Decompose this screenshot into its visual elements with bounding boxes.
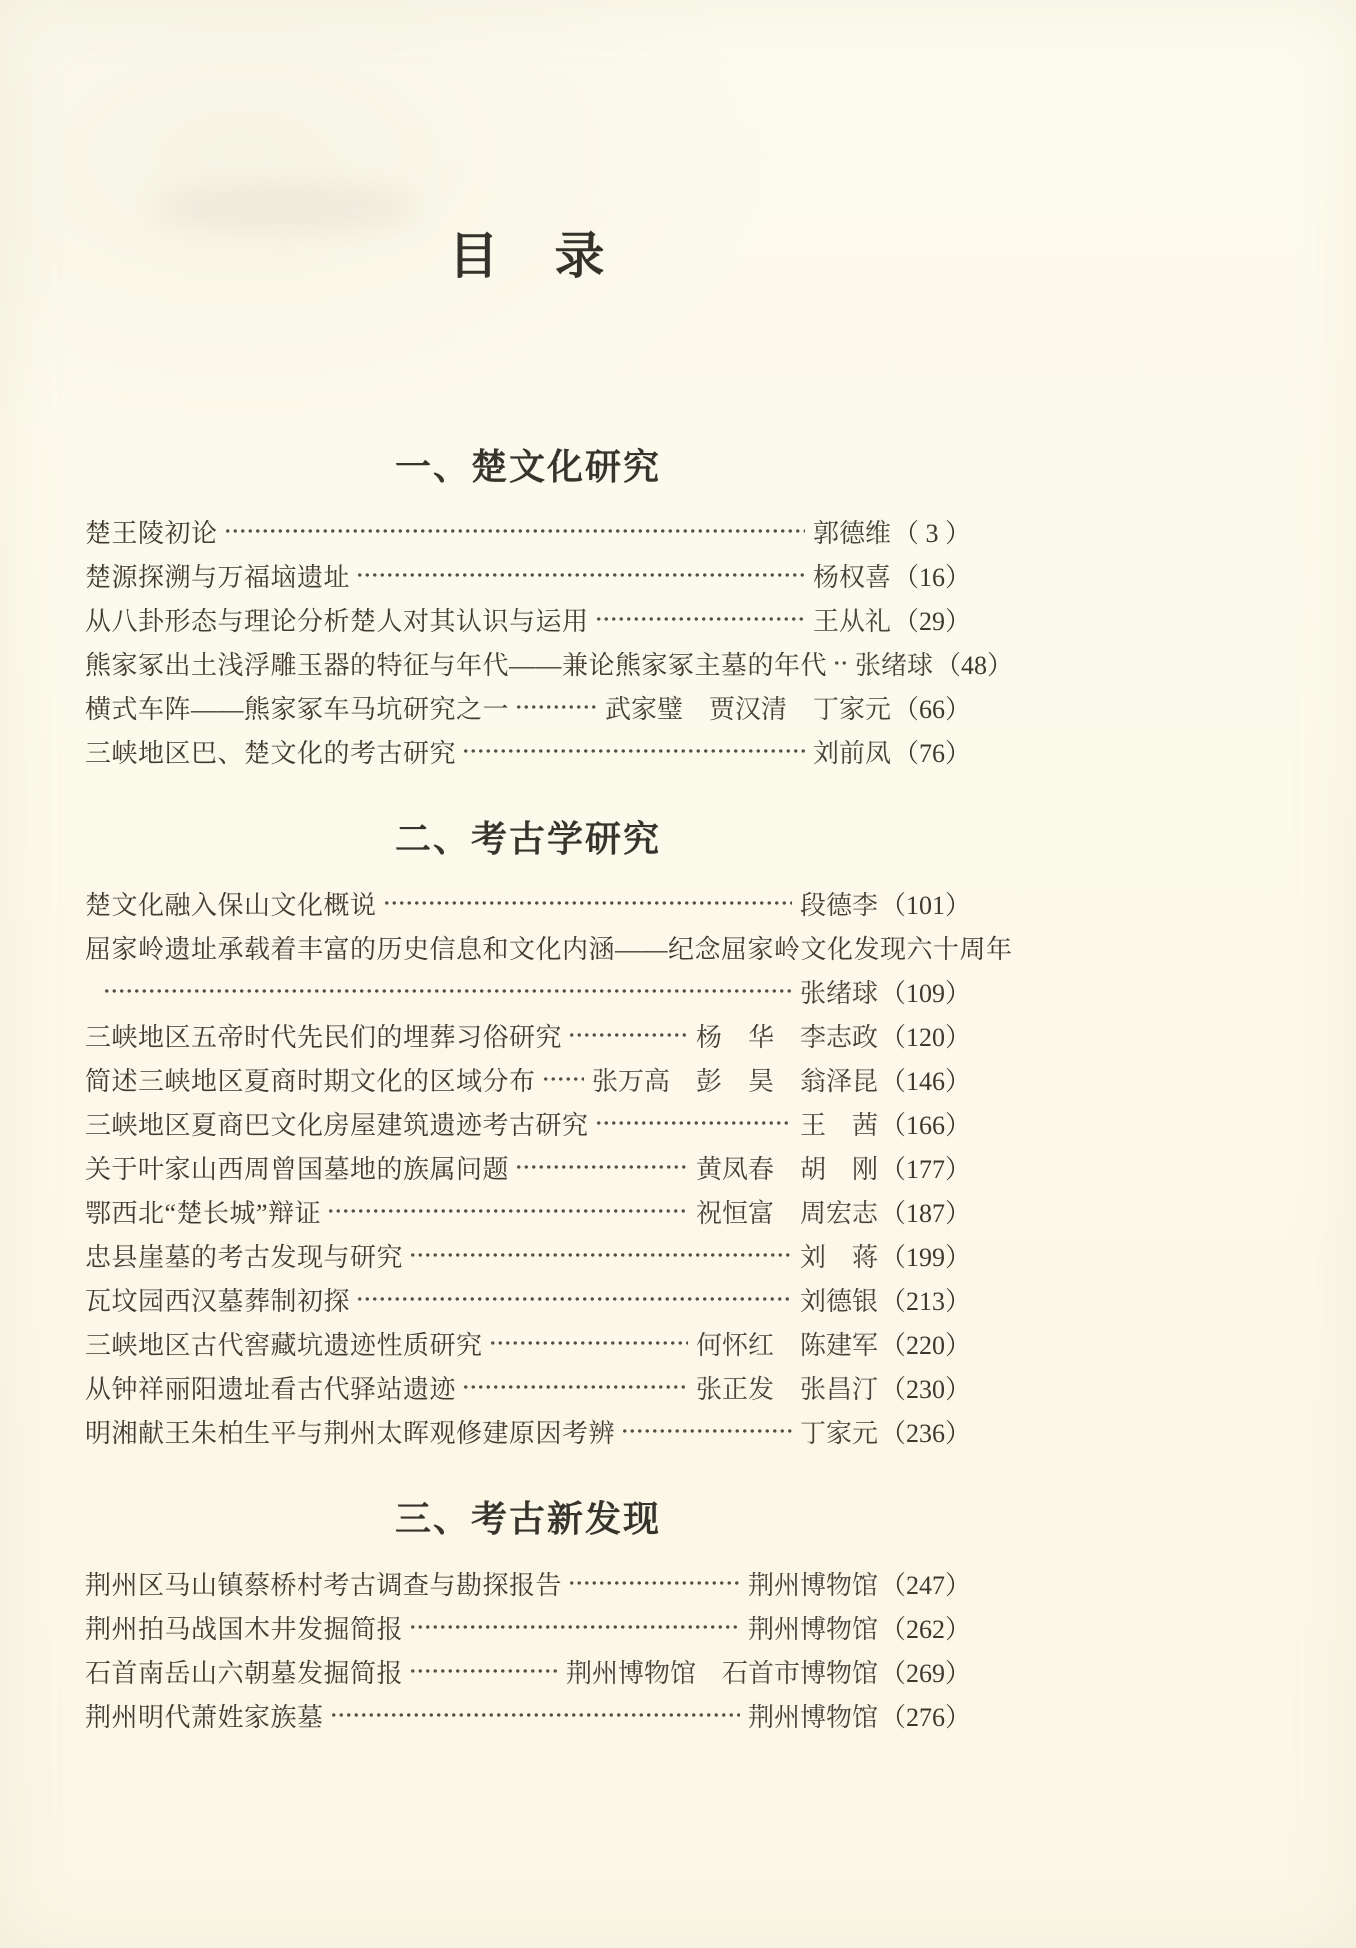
entry-title: 明湘献王朱柏生平与荆州太晖观修建原因考辨 bbox=[85, 1418, 616, 1448]
toc-entry bbox=[85, 1605, 971, 1649]
entry-page-number: （48） bbox=[935, 650, 1014, 680]
section-chu-culture-research bbox=[85, 445, 1014, 773]
dot-leader bbox=[515, 1145, 688, 1189]
entry-title: 关于叶家山西周曾国墓地的族属问题 bbox=[85, 1154, 510, 1184]
toc-entry bbox=[85, 925, 1013, 969]
toc-entry bbox=[85, 1233, 971, 1277]
entry-list bbox=[85, 881, 1013, 1453]
dot-leader bbox=[462, 729, 805, 773]
entry-page-number: （269） bbox=[879, 1658, 971, 1688]
dot-leader bbox=[595, 1101, 792, 1145]
entry-page-number: （247） bbox=[879, 1570, 971, 1600]
section-heading: 二、考古学研究 bbox=[394, 818, 661, 859]
entry-page-number: （166） bbox=[879, 1110, 971, 1140]
dot-leader bbox=[462, 1365, 688, 1409]
entry-title: 楚源探溯与万福垴遗址 bbox=[85, 562, 351, 592]
entry-page-number: （120） bbox=[879, 1022, 971, 1052]
dot-leader bbox=[542, 1057, 584, 1101]
entry-title: 熊家冢出土浅浮雕玉器的特征与年代——兼论熊家冢主墓的年代 bbox=[85, 650, 828, 680]
dot-leader bbox=[409, 1649, 558, 1693]
entry-title: 从八卦形态与理论分析楚人对其认识与运用 bbox=[85, 606, 589, 636]
dot-leader bbox=[103, 969, 792, 1013]
toc-entry bbox=[85, 509, 971, 553]
toc-entry bbox=[85, 1145, 971, 1189]
entry-title: 三峡地区五帝时代先民们的埋葬习俗研究 bbox=[85, 1022, 563, 1052]
toc-entry bbox=[85, 1693, 971, 1737]
entry-authors: 荆州博物馆 bbox=[747, 1702, 878, 1732]
entry-page-number: （101） bbox=[879, 890, 971, 920]
page-title: 目 录 bbox=[448, 228, 608, 284]
entry-list bbox=[85, 1561, 971, 1737]
entry-title: 荆州明代萧姓家族墓 bbox=[85, 1702, 324, 1732]
section-heading: 三、考古新发现 bbox=[394, 1498, 661, 1539]
toc-entry bbox=[85, 685, 971, 729]
toc-entry bbox=[85, 1013, 971, 1057]
toc-entry bbox=[85, 1057, 971, 1101]
section-new-discoveries bbox=[85, 1497, 971, 1737]
section-archaeology-research bbox=[85, 817, 1013, 1453]
entry-authors: 张绪球 bbox=[855, 650, 934, 680]
section-heading: 一、楚文化研究 bbox=[394, 446, 661, 487]
toc-entry bbox=[85, 729, 971, 773]
toc-entry bbox=[85, 1561, 971, 1605]
entry-title: 忠县崖墓的考古发现与研究 bbox=[85, 1242, 404, 1272]
entry-page-number: （66） bbox=[892, 694, 971, 724]
toc-content bbox=[85, 0, 1014, 1737]
entry-page-number: （ 3 ） bbox=[892, 518, 971, 548]
entry-title: 荆州区马山镇蔡桥村考古调查与勘探报告 bbox=[85, 1570, 563, 1600]
entry-title: 瓦坟园西汉墓葬制初探 bbox=[85, 1286, 351, 1316]
toc-entry-continuation bbox=[85, 969, 971, 1013]
entry-page-number: （276） bbox=[879, 1702, 971, 1732]
entry-page-number: （109） bbox=[879, 978, 971, 1008]
entry-authors: 段德李 bbox=[799, 890, 878, 920]
entry-authors: 丁家元 bbox=[799, 1418, 878, 1448]
entry-authors: 张正发 张昌汀 bbox=[695, 1374, 878, 1404]
entry-page-number: （220） bbox=[879, 1330, 971, 1360]
entry-title: 三峡地区古代窖藏坑遗迹性质研究 bbox=[85, 1330, 483, 1360]
dot-leader bbox=[327, 1189, 688, 1233]
entry-title: 楚王陵初论 bbox=[85, 518, 218, 548]
toc-entry bbox=[85, 881, 971, 925]
entry-authors: 刘德银 bbox=[799, 1286, 878, 1316]
entry-authors: 黄凤春 胡 刚 bbox=[695, 1154, 878, 1184]
entry-title: 屈家岭遗址承载着丰富的历史信息和文化内涵——纪念屈家岭文化发现六十周年 bbox=[85, 934, 1013, 964]
dot-leader bbox=[595, 597, 805, 641]
entry-page-number: （213） bbox=[879, 1286, 971, 1316]
entry-title: 从钟祥丽阳遗址看古代驿站遗迹 bbox=[85, 1374, 457, 1404]
toc-entry bbox=[85, 641, 1014, 685]
dot-leader bbox=[224, 509, 805, 553]
entry-authors: 何怀红 陈建军 bbox=[695, 1330, 878, 1360]
dot-leader bbox=[568, 1561, 740, 1605]
entry-authors: 刘前凤 bbox=[812, 738, 891, 768]
toc-entry bbox=[85, 1189, 971, 1233]
toc-entry bbox=[85, 1101, 971, 1145]
entry-title: 石首南岳山六朝墓发掘简报 bbox=[85, 1658, 404, 1688]
entry-page-number: （230） bbox=[879, 1374, 971, 1404]
entry-title: 鄂西北“楚长城”辩证 bbox=[85, 1198, 322, 1228]
entry-authors: 王从礼 bbox=[812, 606, 891, 636]
toc-entry bbox=[85, 1277, 971, 1321]
dot-leader bbox=[489, 1321, 688, 1365]
entry-authors: 武家璧 贾汉清 丁家元 bbox=[604, 694, 891, 724]
dot-leader bbox=[409, 1605, 740, 1649]
entry-title: 三峡地区巴、楚文化的考古研究 bbox=[85, 738, 457, 768]
toc-entry bbox=[85, 1409, 971, 1453]
entry-page-number: （146） bbox=[879, 1066, 971, 1096]
entry-list bbox=[85, 509, 1014, 773]
toc-entry bbox=[85, 1649, 971, 1693]
entry-authors: 杨权喜 bbox=[812, 562, 891, 592]
entry-authors: 郭德维 bbox=[812, 518, 891, 548]
entry-authors: 张万高 彭 昊 翁泽昆 bbox=[591, 1066, 878, 1096]
entry-title: 简述三峡地区夏商时期文化的区域分布 bbox=[85, 1066, 536, 1096]
dot-leader bbox=[356, 1277, 792, 1321]
entry-authors: 荆州博物馆 bbox=[747, 1614, 878, 1644]
entry-page-number: （187） bbox=[879, 1198, 971, 1228]
entry-page-number: （199） bbox=[879, 1242, 971, 1272]
entry-page-number: （16） bbox=[892, 562, 971, 592]
entry-title: 横式车阵——熊家冢车马坑研究之一 bbox=[85, 694, 510, 724]
entry-title: 三峡地区夏商巴文化房屋建筑遗迹考古研究 bbox=[85, 1110, 589, 1140]
toc-entry bbox=[85, 553, 971, 597]
entry-page-number: （177） bbox=[879, 1154, 971, 1184]
entry-title: 荆州拍马战国木井发掘简报 bbox=[85, 1614, 404, 1644]
entry-page-number: （262） bbox=[879, 1614, 971, 1644]
entry-authors: 王 茜 bbox=[799, 1110, 878, 1140]
entry-authors: 张绪球 bbox=[799, 978, 878, 1008]
entry-authors: 荆州博物馆 石首市博物馆 bbox=[565, 1658, 878, 1688]
dot-leader bbox=[568, 1013, 688, 1057]
dot-leader bbox=[409, 1233, 792, 1277]
dot-leader bbox=[621, 1409, 792, 1453]
entry-page-number: （29） bbox=[892, 606, 971, 636]
dot-leader bbox=[356, 553, 805, 597]
toc-entry bbox=[85, 1321, 971, 1365]
toc-entry bbox=[85, 1365, 971, 1409]
entry-authors: 荆州博物馆 bbox=[747, 1570, 878, 1600]
dot-leader bbox=[515, 685, 597, 729]
dot-leader bbox=[833, 641, 847, 685]
entry-page-number: （76） bbox=[892, 738, 971, 768]
entry-authors: 杨 华 李志政 bbox=[695, 1022, 878, 1052]
toc-entry bbox=[85, 597, 971, 641]
dot-leader bbox=[383, 881, 792, 925]
dot-leader bbox=[330, 1693, 740, 1737]
entry-authors: 刘 蒋 bbox=[799, 1242, 878, 1272]
entry-authors: 祝恒富 周宏志 bbox=[695, 1198, 878, 1228]
entry-page-number: （236） bbox=[879, 1418, 971, 1448]
entry-title: 楚文化融入保山文化概说 bbox=[85, 890, 377, 920]
